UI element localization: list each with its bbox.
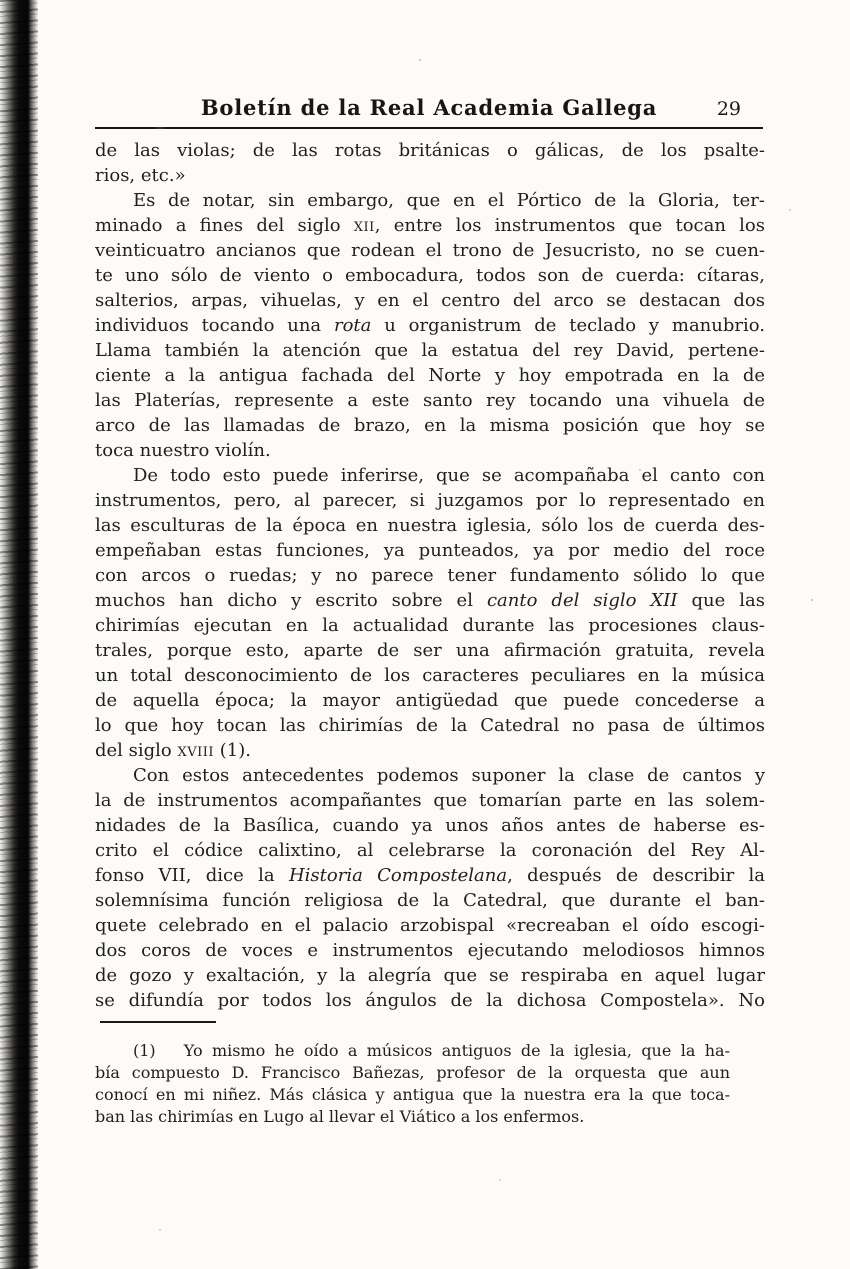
text-line: dos coros de voces e instrumentos ejecutando melodiosos himnos — [95, 940, 765, 961]
page-header — [95, 95, 763, 121]
text-line: de aquella época; la mayor antigüedad que puede concederse a — [95, 690, 765, 711]
text-line: quete celebrado en el palacio arzobispal «recreaban el oído escogi- — [95, 915, 765, 936]
text-line: De todo esto puede inferirse, que se acompañaba el canto con — [133, 465, 765, 486]
text-line: trales, porque esto, aparte de ser una afirmación gratuita, revela — [95, 640, 765, 661]
text-line: las esculturas de la época en nuestra iglesia, sólo los de cuerda des- — [95, 515, 765, 536]
text-line: ban las chirimías en Lugo al llevar el Viático a los enfermos. — [95, 1107, 585, 1126]
text-line: bía compuesto D. Francisco Bañezas, profesor de la orquesta que aun — [95, 1063, 730, 1082]
text-line: te uno sólo de viento o embocadura, todos son de cuerda: cítaras, — [95, 265, 765, 286]
text-line: crito el códice calixtino, al celebrarse la coronación del Rey Al- — [95, 840, 765, 861]
text-line: nidades de la Basílica, cuando ya unos años antes de haberse es- — [95, 815, 765, 836]
text-line: ciente a la antigua fachada del Norte y hoy empotrada en la de — [95, 365, 765, 386]
text-line: Llama también la atención que la estatua del rey David, pertene- — [95, 340, 765, 361]
page-number: 29 — [716, 98, 741, 120]
scan-binding-edge — [0, 0, 38, 1269]
text-line: toca nuestro violín. — [95, 440, 271, 461]
text-line: minado a fines del siglo xii, entre los instrumentos que tocan los — [95, 215, 765, 236]
smallcaps-text: xviii — [177, 740, 215, 761]
footnote — [95, 1040, 730, 1128]
smallcaps-text: xii — [353, 215, 375, 236]
text-line: las Platerías, represente a este santo rey tocando una vihuela de — [95, 390, 765, 411]
text-line: conocí en mi niñez. Más clásica y antigua que la nuestra era la que toca- — [95, 1085, 730, 1104]
text-line: solemnísima función religiosa de la Catedral, que durante el ban- — [95, 890, 765, 911]
text-line: muchos han dicho y escrito sobre el canto del siglo XII que las — [95, 590, 765, 611]
italic-text: canto del siglo XII — [486, 590, 678, 611]
text-line: rios, etc.» — [95, 165, 186, 186]
text-line: salterios, arpas, vihuelas, y en el centro del arco se destacan dos — [95, 290, 765, 311]
text-line: un total desconocimiento de los caracteres peculiares en la música — [95, 665, 765, 686]
text-line: (1) Yo mismo he oído a músicos antiguos de la iglesia, que la ha- — [133, 1041, 730, 1060]
journal-title: Boletín de la Real Academia Gallega — [200, 95, 658, 120]
text-line: se difundía por todos los ángulos de la dichosa Compostela». No — [95, 990, 765, 1011]
header-rule — [95, 127, 763, 129]
text-line: la de instrumentos acompañantes que tomarían parte en las solem- — [95, 790, 765, 811]
text-line: individuos tocando una rota u organistrum de teclado y manubrio. — [95, 315, 765, 336]
text-line: Con estos antecedentes podemos suponer la clase de cantos y — [133, 765, 765, 786]
text-line: Es de notar, sin embargo, que en el Pórtico de la Gloria, ter- — [133, 190, 765, 211]
text-line: veinticuatro ancianos que rodean el trono de Jesucristo, no se cuen- — [95, 240, 765, 261]
italic-text: rota — [333, 315, 372, 336]
text-line: con arcos o ruedas; y no parece tener fundamento sólido lo que — [95, 565, 765, 586]
text-line: de gozo y exaltación, y la alegría que se respiraba en aquel lugar — [95, 965, 765, 986]
text-line: instrumentos, pero, al parecer, si juzgamos por lo representado en — [95, 490, 765, 511]
text-line: lo que hoy tocan las chirimías de la Catedral no pasa de últimos — [95, 715, 765, 736]
text-line: empeñaban estas funciones, ya punteados, ya por medio del roce — [95, 540, 765, 561]
italic-text: Historia Compostelana — [288, 865, 508, 886]
text-line: de las violas; de las rotas británicas o gálicas, de los psalte- — [95, 140, 765, 161]
text-line: del siglo xviii (1). — [95, 740, 252, 761]
text-line: chirimías ejecutan en la actualidad durante las procesiones claus- — [95, 615, 765, 636]
text-line: arco de las llamadas de brazo, en la misma posición que hoy se — [95, 415, 765, 436]
footnote-rule — [100, 1021, 216, 1023]
text-line: fonso VII, dice la Historia Compostelana, después de describir la — [95, 865, 765, 886]
body-text — [95, 138, 765, 1013]
